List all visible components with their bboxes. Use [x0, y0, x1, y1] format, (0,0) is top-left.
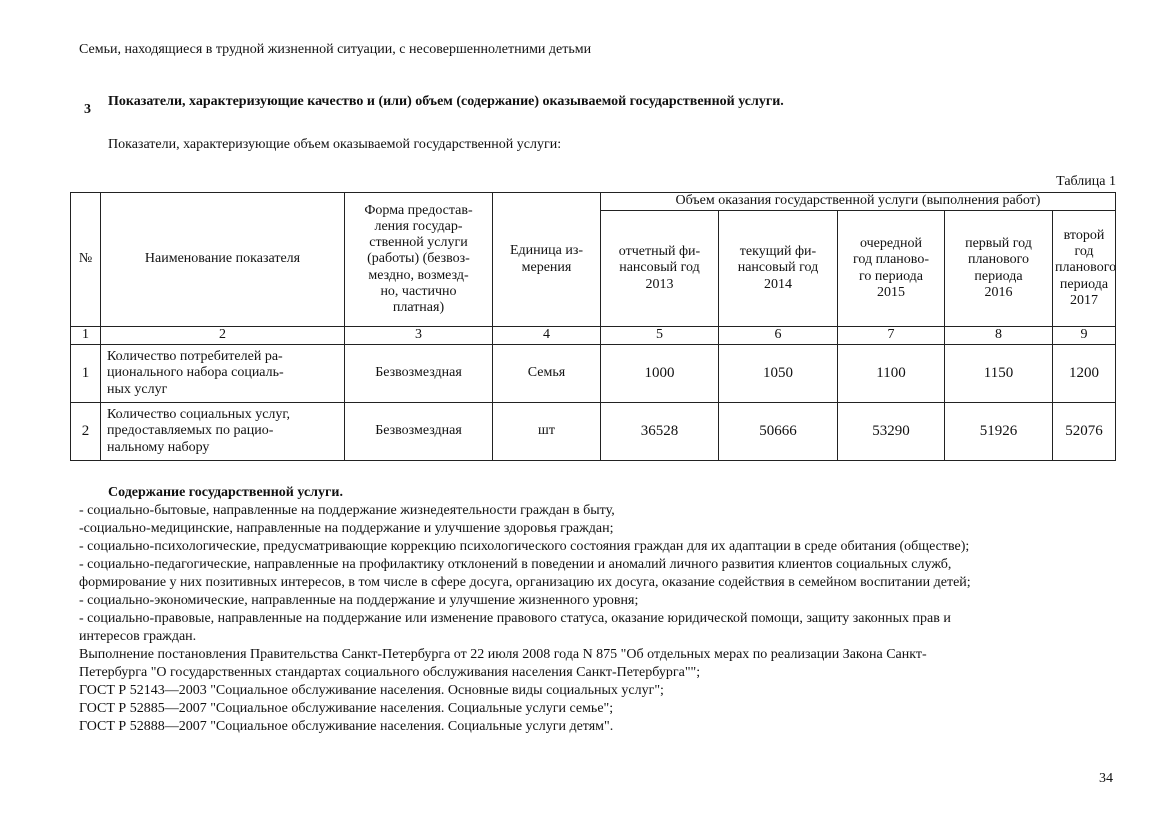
- col-number: 9: [1053, 327, 1116, 345]
- row-value-2015: 53290: [838, 403, 945, 461]
- content-line: Петербурга "О государственных стандартах социального обслуживания населения Санкт-Петербурга"";: [79, 665, 701, 680]
- content-line: интересов граждан.: [79, 629, 197, 644]
- row-value-2016: 1150: [945, 345, 1053, 403]
- row-value-2017: 1200: [1053, 345, 1116, 403]
- col-number: 7: [838, 327, 945, 345]
- header-name: Наименование показателя: [101, 193, 345, 327]
- row-value-2013: 36528: [601, 403, 719, 461]
- content-line: ГОСТ Р 52143—2003 "Социальное обслуживание населения. Основные виды социальных услуг";: [79, 683, 664, 698]
- row-name: Количество социальных услуг, предоставляемых по рацио- нальному набору: [101, 403, 345, 461]
- row-number: 2: [71, 403, 101, 461]
- content-body: [79, 502, 1154, 736]
- header-year-2016: первый год планового периода 2016: [945, 211, 1053, 327]
- row-number: 1: [71, 345, 101, 403]
- col-number: 3: [345, 327, 493, 345]
- page-number: 34: [1099, 771, 1113, 786]
- section-number: 3: [84, 102, 91, 117]
- col-number: 5: [601, 327, 719, 345]
- indicators-table: [70, 192, 1116, 461]
- header-year-2013: отчетный фи- нансовый год 2013: [601, 211, 719, 327]
- header-year-2014: текущий фи- нансовый год 2014: [719, 211, 838, 327]
- header-no: №: [71, 193, 101, 327]
- section-title: Показатели, характеризующие качество и (или) объем (содержание) оказываемой государственной услуги.: [108, 94, 784, 109]
- table-row: [71, 345, 1116, 403]
- col-number: 4: [493, 327, 601, 345]
- content-line: - социально-педагогические, направленные на профилактику отклонений в поведении и аномалий личного развития клиентов социальных служб,: [79, 557, 952, 572]
- table-header-row: [71, 193, 1116, 211]
- content-line: формирование у них позитивных интересов, в том числе в сфере досуга, организацию их досуга, оказание содействия в семейном воспитании детей;: [79, 575, 971, 590]
- col-number: 6: [719, 327, 838, 345]
- row-unit: Семья: [493, 345, 601, 403]
- content-heading: Содержание государственной услуги.: [108, 485, 343, 500]
- table-label: Таблица 1: [1056, 174, 1116, 189]
- content-line: ГОСТ Р 52885—2007 "Социальное обслуживание населения. Социальные услуги семье";: [79, 701, 614, 716]
- row-value-2014: 50666: [719, 403, 838, 461]
- row-unit: шт: [493, 403, 601, 461]
- content-line: - социально-правовые, направленные на поддержание или изменение правового статуса, оказание юридической помощи, защиту законных прав и: [79, 611, 951, 626]
- content-line: ГОСТ Р 52888—2007 "Социальное обслуживание населения. Социальные услуги детям".: [79, 719, 614, 734]
- row-value-2015: 1100: [838, 345, 945, 403]
- col-number: 2: [101, 327, 345, 345]
- row-form: Безвозмездная: [345, 403, 493, 461]
- header-year-2017: второй год планового периода 2017: [1053, 211, 1116, 327]
- col-number: 8: [945, 327, 1053, 345]
- table-row: [71, 403, 1116, 461]
- content-line: - социально-психологические, предусматривающие коррекцию психологического состояния граждан для их адаптации в среде обитания (обществе);: [79, 539, 970, 554]
- document-title: Семьи, находящиеся в трудной жизненной ситуации, с несовершеннолетними детьми: [79, 42, 592, 57]
- content-line: Выполнение постановления Правительства Санкт-Петербурга от 22 июля 2008 года N 875 "Об отдельных мерах по реализации Закона Санкт-: [79, 647, 927, 662]
- row-value-2014: 1050: [719, 345, 838, 403]
- row-value-2016: 51926: [945, 403, 1053, 461]
- header-unit: Единица из- мерения: [493, 193, 601, 327]
- column-number-row: [71, 327, 1116, 345]
- col-number: 1: [71, 327, 101, 345]
- row-name: Количество потребителей ра- ционального набора социаль- ных услуг: [101, 345, 345, 403]
- header-year-2015: очередной год планово- го периода 2015: [838, 211, 945, 327]
- section-subtitle: Показатели, характеризующие объем оказываемой государственной услуги:: [108, 137, 562, 152]
- header-volume-group: Объем оказания государственной услуги (выполнения работ): [601, 193, 1116, 211]
- header-form: Форма предостав- ления государ- ственной услуги (работы) (безвоз- мездно, возмезд- но, частично платная): [345, 193, 493, 327]
- row-value-2013: 1000: [601, 345, 719, 403]
- content-line: -социально-медицинские, направленные на поддержание и улучшение здоровья граждан;: [79, 521, 614, 536]
- content-line: - социально-экономические, направленные на поддержание и улучшение жизненного уровня;: [79, 593, 639, 608]
- row-value-2017: 52076: [1053, 403, 1116, 461]
- row-form: Безвозмездная: [345, 345, 493, 403]
- content-line: - социально-бытовые, направленные на поддержание жизнедеятельности граждан в быту,: [79, 503, 615, 518]
